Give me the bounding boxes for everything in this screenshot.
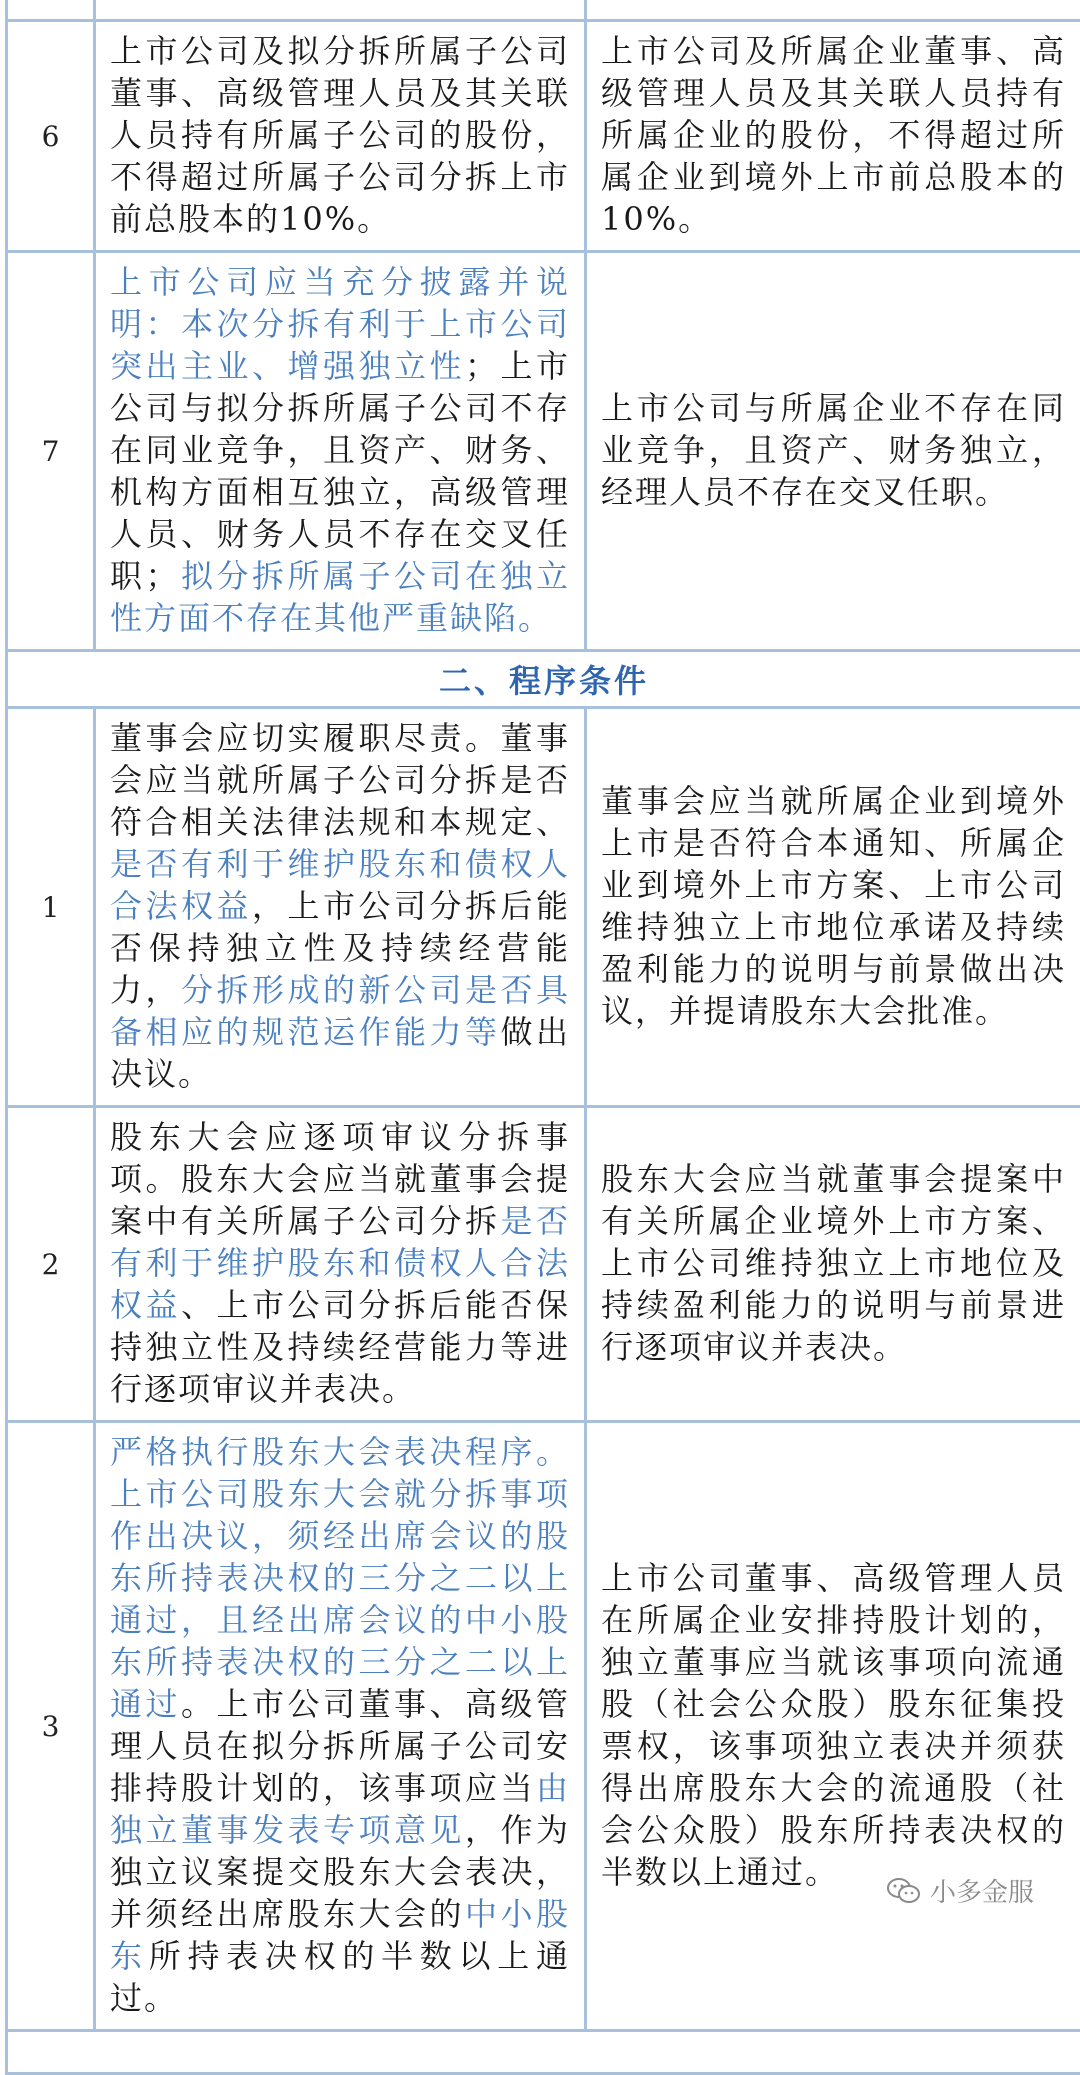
body-text: ，作为独立议案提交股东大会表决，并须经出席股东大会的 <box>110 1811 570 1933</box>
highlighted-text: 由独立董事发表专项意见 <box>110 1769 570 1849</box>
body-text: 上市公司及拟分拆所属子公司董事、高级管理人员及其关联人员持有所属子公司的股份，不得超过所属子公司分拆上市前总股本的10%。 <box>110 32 570 238</box>
row-number: 6 <box>7 21 95 252</box>
body-text: 股东大会应逐项审议分拆事项。股东大会应当就董事会提案中有关所属子公司分拆 <box>110 1118 570 1240</box>
body-text: 所持表决权的半数以上通过。 <box>110 1937 570 2017</box>
body-text: 上市公司及所属企业董事、高级管理人员及其关联人员持有所属企业的股份，不得超过所属企业到境外上市前总股本的10%。 <box>601 32 1066 238</box>
body-text: 、上市公司分拆后能否保持独立性及持续经营能力等进行逐项审议并表决。 <box>110 1286 570 1408</box>
row-number: 7 <box>7 252 95 651</box>
highlighted-text: 是否有利于维护股东和债权人合法权益 <box>110 1202 570 1324</box>
body-text: 股东大会应当就董事会提案中有关所属企业境外上市方案、上市公司维持独立上市地位及持续盈利能力的说明与前景进行逐项审议并表决。 <box>601 1160 1066 1366</box>
row-number: 3 <box>7 1422 95 2031</box>
highlighted-text: 分拆形成的新公司是否具备相应的规范运作能力等 <box>110 971 570 1051</box>
left-column-cell <box>95 252 586 651</box>
left-column-cell <box>95 708 586 1107</box>
body-text: ，上市公司分拆后能否保持独立性及持续经营能力， <box>110 887 570 1009</box>
left-column-cell <box>95 1422 586 2031</box>
left-column-cell <box>95 21 586 252</box>
section-title: 二、程序条件 <box>7 651 1080 708</box>
right-column-cell <box>586 252 1080 651</box>
table-cell <box>586 0 1080 21</box>
right-column-cell <box>586 1107 1080 1422</box>
table-cell <box>7 2031 1080 2074</box>
right-column-cell <box>586 1422 1080 2031</box>
document-table-wrapper <box>5 0 1080 2075</box>
table-row-partial-top <box>7 0 1080 21</box>
comparison-table <box>5 0 1080 2075</box>
wechat-icon <box>886 1876 922 1906</box>
section-header-row <box>7 651 1080 708</box>
body-text: 做出决议。 <box>110 1013 570 1093</box>
body-text: 董事会应当就所属企业到境外上市是否符合本通知、所属企业到境外上市方案、上市公司维持独立上市地位承诺及持续盈利能力的说明与前景做出决议，并提请股东大会批准。 <box>601 782 1066 1030</box>
highlighted-text: 上市公司应当充分披露并说明：本次分拆有利于上市公司突出主业、增强独立性 <box>110 263 570 385</box>
body-text: ；上市公司与拟分拆所属子公司不存在同业竞争，且资产、财务、机构方面相互独立，高级管理人员、财务人员不存在交叉任职； <box>110 347 570 595</box>
highlighted-text: 是否有利于维护股东和债权人合法权益 <box>110 845 570 925</box>
table-row <box>7 21 1080 252</box>
table-row <box>7 1422 1080 2031</box>
highlighted-text: 拟分拆所属子公司在独立性方面不存在其他严重缺陷。 <box>110 557 570 637</box>
table-row-partial-bottom <box>7 2031 1080 2074</box>
highlighted-text: 严格执行股东大会表决程序。上市公司股东大会就分拆事项作出决议，须经出席会议的股东所持表决权的三分之二以上通过，且经出席会议的中小股东所持表决权的三分之二以上通过 <box>110 1433 570 1723</box>
table-row <box>7 1107 1080 1422</box>
body-text: 董事会应切实履职尽责。董事会应当就所属子公司分拆是否符合相关法律法规和本规定、 <box>110 719 570 841</box>
highlighted-text: 中小股东 <box>110 1895 570 1975</box>
table-cell <box>7 0 95 21</box>
row-number: 1 <box>7 708 95 1107</box>
body-text: 上市公司与所属企业不存在同业竞争，且资产、财务独立，经理人员不存在交叉任职。 <box>601 389 1066 511</box>
row-number: 2 <box>7 1107 95 1422</box>
right-column-cell <box>586 21 1080 252</box>
table-cell <box>95 0 586 21</box>
watermark <box>886 1872 1034 1909</box>
body-text: 。上市公司董事、高级管理人员在拟分拆所属子公司安排持股计划的，该事项应当 <box>110 1685 570 1807</box>
table-row <box>7 708 1080 1107</box>
watermark-text: 小多金服 <box>930 1872 1034 1909</box>
body-text: 上市公司董事、高级管理人员在所属企业安排持股计划的，独立董事应当就该事项向流通股（社会公众股）股东征集投票权，该事项独立表决并须获得出席股东大会的流通股（社会公众股）股东所持表决权的半数以上通过。 <box>601 1559 1066 1891</box>
table-row <box>7 252 1080 651</box>
left-column-cell <box>95 1107 586 1422</box>
table-body <box>7 0 1080 2074</box>
right-column-cell <box>586 708 1080 1107</box>
